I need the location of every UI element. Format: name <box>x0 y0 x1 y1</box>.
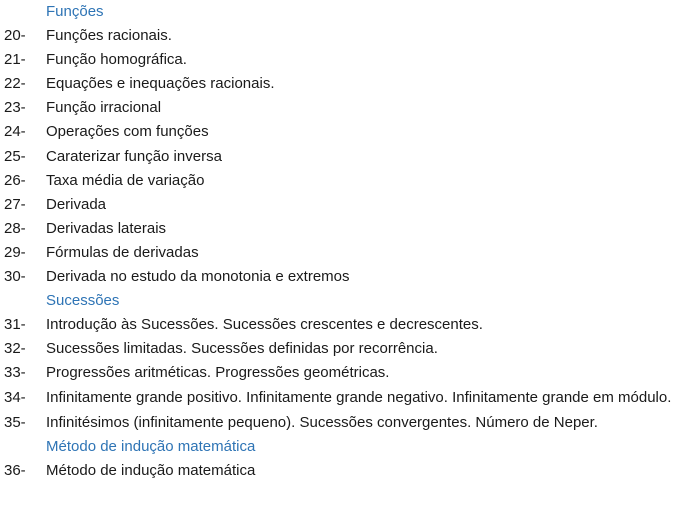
list-item <box>0 24 700 48</box>
item-number: 31- <box>4 316 26 334</box>
item-number: 35- <box>4 413 26 431</box>
item-text: Função homográfica. <box>46 51 187 69</box>
item-text: Infinitésimos (infinitamente pequeno). Sucessões convergentes. Número de Neper. <box>46 413 598 431</box>
list-item <box>0 411 700 435</box>
item-number: 20- <box>4 27 26 45</box>
section-heading-label: Método de indução matemática <box>46 437 256 455</box>
item-number: 25- <box>4 147 26 165</box>
list-item <box>0 193 700 217</box>
item-number: 34- <box>4 388 26 406</box>
item-number: 21- <box>4 51 26 69</box>
item-number: 30- <box>4 268 26 286</box>
item-number: 24- <box>4 123 26 141</box>
list-item <box>0 145 700 169</box>
section-heading-sucessoes <box>0 289 700 313</box>
list-item <box>0 313 700 337</box>
item-text: Derivada no estudo da monotonia e extremos <box>46 268 350 286</box>
section-heading-inducao <box>0 435 700 459</box>
list-item <box>0 48 700 72</box>
item-text: Derivadas laterais <box>46 219 167 237</box>
item-text: Taxa média de variação <box>46 171 205 189</box>
list-item <box>0 241 700 265</box>
list-item <box>0 96 700 120</box>
item-text: Caraterizar função inversa <box>46 147 222 165</box>
item-text: Equações e inequações racionais. <box>46 75 275 93</box>
item-number: 28- <box>4 219 26 237</box>
list-item <box>0 217 700 241</box>
item-text: Operações com funções <box>46 123 209 141</box>
item-number: 26- <box>4 171 26 189</box>
item-text: Infinitamente grande positivo. Infinitamente grande negativo. Infinitamente grande em módulo. <box>46 388 672 406</box>
item-number: 22- <box>4 75 26 93</box>
item-number: 33- <box>4 364 26 382</box>
item-text: Progressões aritméticas. Progressões geométricas. <box>46 364 390 382</box>
list-item <box>0 361 700 385</box>
list-item <box>0 337 700 361</box>
item-text: Funções racionais. <box>46 27 172 45</box>
list-item <box>0 265 700 289</box>
item-text: Método de indução matemática <box>46 461 256 479</box>
item-number: 27- <box>4 195 26 213</box>
section-heading-label: Funções <box>46 3 104 20</box>
item-number: 36- <box>4 461 26 479</box>
item-text: Derivada <box>46 195 107 213</box>
item-text: Fórmulas de derivadas <box>46 243 199 261</box>
section-heading-label: Sucessões <box>46 292 120 310</box>
item-text: Função irracional <box>46 99 162 117</box>
list-item <box>0 120 700 144</box>
list-item <box>0 459 700 483</box>
item-number: 29- <box>4 243 26 261</box>
list-item <box>0 386 700 411</box>
item-text: Introdução às Sucessões. Sucessões crescentes e decrescentes. <box>46 316 483 334</box>
section-heading-funcoes <box>0 0 700 24</box>
item-text: Sucessões limitadas. Sucessões definidas por recorrência. <box>46 340 438 358</box>
item-number: 23- <box>4 99 26 117</box>
list-item <box>0 72 700 96</box>
list-item <box>0 169 700 193</box>
item-number: 32- <box>4 340 26 358</box>
